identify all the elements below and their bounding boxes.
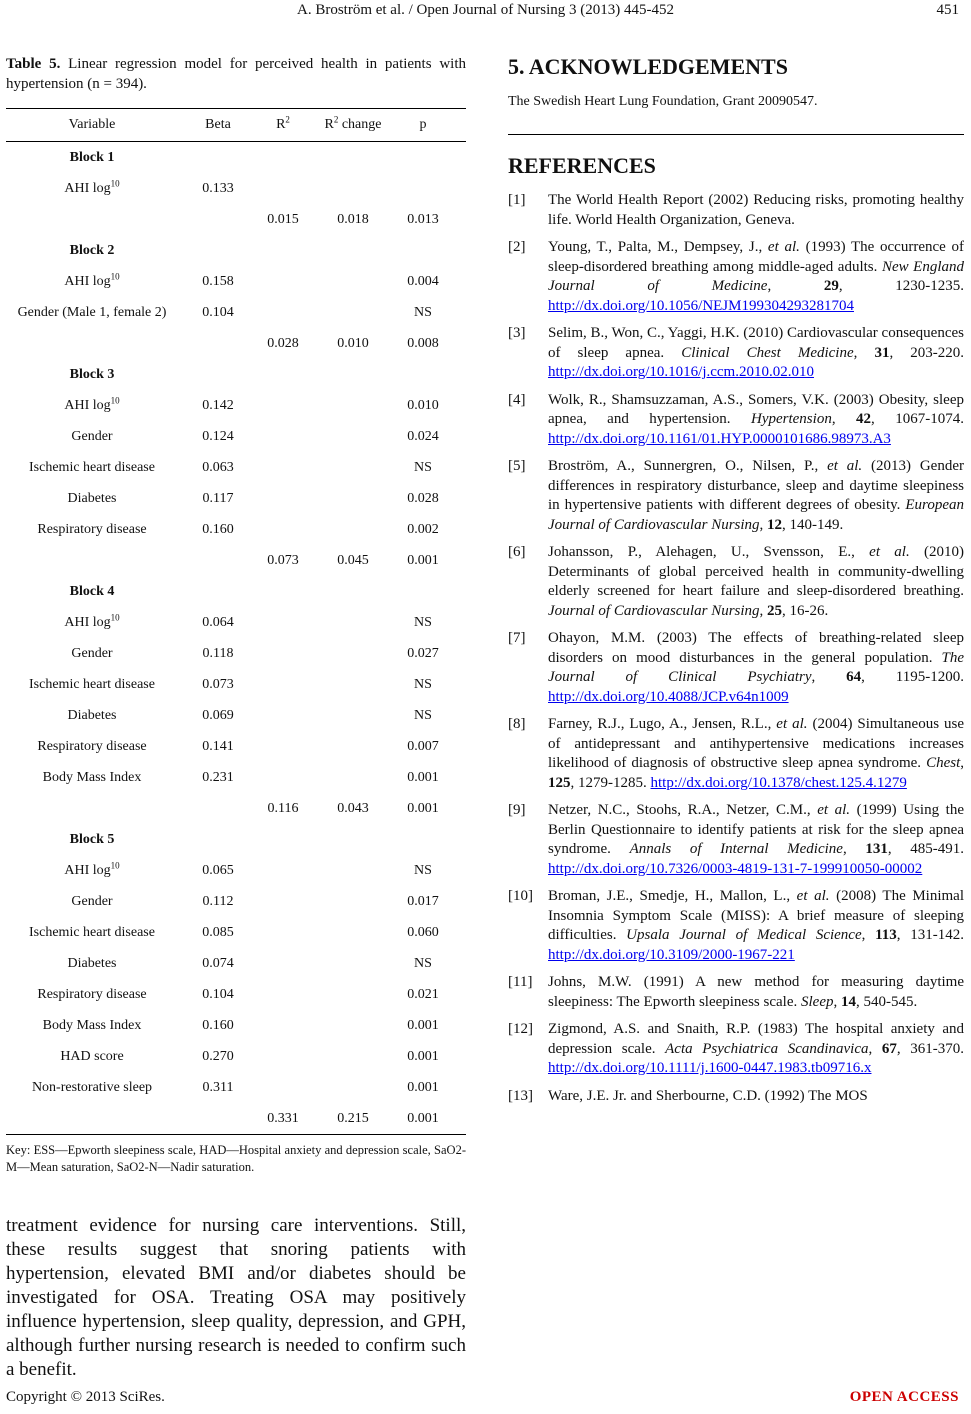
table-row — [6, 762, 466, 793]
table-row — [6, 545, 466, 576]
table-cell-beta: 0.069 — [202, 707, 234, 723]
table-row — [6, 917, 466, 948]
table-cell-p: NS — [414, 707, 432, 723]
table-cell-variable: Block 2 — [69, 242, 115, 258]
acknowledgements-heading: 5. ACKNOWLEDGEMENTS — [508, 54, 788, 79]
table-cell-p: 0.007 — [407, 738, 439, 754]
table-row — [6, 204, 466, 235]
doi-link[interactable]: http://dx.doi.org/10.1016/j.ccm.2010.02.010 — [548, 364, 814, 380]
table-cell-r2: 0.116 — [267, 800, 299, 816]
table-cell-beta: 0.117 — [202, 490, 234, 506]
table-cell-variable: Non-restorative sleep — [31, 1079, 153, 1095]
table-cell-p: 0.001 — [407, 1048, 439, 1064]
reference-number: [13] — [508, 1087, 533, 1104]
table-cell-beta: 0.231 — [202, 769, 234, 785]
table-cell-r2: 0.015 — [267, 211, 299, 227]
reference-number: [12] — [508, 1021, 533, 1037]
table-row — [6, 1010, 466, 1041]
running-head: A. Broström et al. / Open Journal of Nursing 3 (2013) 445-452 — [296, 2, 675, 18]
table-row — [6, 793, 466, 824]
table-cell-r2c: 0.043 — [337, 800, 369, 816]
table-cell-p: NS — [414, 614, 432, 630]
table-row — [6, 266, 466, 297]
reference-text: Broström, A., Sunnergren, O., Nilsen, P., et al. (2013) Gender differences in respiratory disturbance, sleep and daytime sleepiness in hypertensive patients with different degrees of obesity. European Journal of Cardiovascular Nursing, 12, 140-149. — [548, 458, 964, 533]
table-cell-variable: Respiratory disease — [37, 986, 147, 1002]
table-cell-variable: Block 1 — [69, 149, 115, 165]
table-cell-variable: Respiratory disease — [37, 521, 147, 537]
table-cell-p: 0.024 — [407, 428, 439, 444]
table-cell-beta: 0.112 — [202, 893, 234, 909]
table-row — [6, 607, 466, 638]
header-variable: Variable — [68, 117, 116, 132]
table-cell-beta: 0.073 — [202, 676, 234, 692]
table-cell-r2c: 0.215 — [337, 1110, 369, 1126]
references-heading: REFERENCES — [508, 153, 656, 178]
table-cell-variable: Block 5 — [69, 831, 115, 847]
reference-text: Johns, M.W. (1991) A new method for measuring daytime sleepiness: The Epworth sleepiness scale. Sleep, 14, 540-545. — [548, 974, 964, 1010]
reference-item — [508, 1020, 964, 1079]
header-p: p — [419, 117, 427, 132]
table-caption — [6, 54, 466, 94]
table-cell-p: 0.001 — [407, 1017, 439, 1033]
table-cell-beta: 0.160 — [202, 521, 234, 537]
table-row — [6, 297, 466, 328]
table-row — [6, 421, 466, 452]
reference-number: [7] — [508, 630, 526, 646]
table-cell-p: NS — [414, 304, 432, 320]
table-cell-p: 0.001 — [407, 800, 439, 816]
table-row — [6, 452, 466, 483]
reference-item — [508, 391, 964, 450]
table-cell-r2: 0.028 — [267, 335, 299, 351]
reference-text: Farney, R.J., Lugo, A., Jensen, R.L., et al. (2004) Simultaneous use of antidepressant and antihypertensive medications increases likelihood of diagnosis of obstructive sleep apnea syndrome. Chest, 125, 1279-1285. http://dx.doi.org/10.1378/chest.125.4.1279 — [548, 716, 964, 791]
table-row — [6, 855, 466, 886]
reference-item — [508, 887, 964, 965]
doi-link[interactable]: http://dx.doi.org/10.1161/01.HYP.0000101686.98973.A3 — [548, 430, 891, 447]
table-cell-variable: Gender — [71, 428, 113, 444]
table-cell-variable: Diabetes — [67, 707, 117, 723]
reference-text: Ohayon, M.M. (2003) The effects of breathing-related sleep disorders on mood disturbances in the general population. The Journal of Clinical Psychiatry, 64, 1195-1200. http://dx.doi.org/10.4088/JCP.v64n1009 — [548, 630, 964, 705]
table-cell-p: 0.008 — [407, 335, 439, 351]
table-row — [6, 700, 466, 731]
table-cell-r2: 0.331 — [267, 1110, 299, 1126]
reference-text: The World Health Report (2002) Reducing risks, promoting healthy life. World Health Organization, Geneva. — [548, 192, 964, 228]
doi-link[interactable]: http://dx.doi.org/10.1111/j.1600-0447.1983.tb09716.x — [548, 1060, 872, 1076]
table-cell-variable: Ischemic heart disease — [29, 459, 155, 475]
reference-number: [3] — [508, 325, 526, 341]
right-column — [508, 54, 964, 1114]
table-row — [6, 638, 466, 669]
references-list — [508, 191, 964, 1106]
table-cell-variable: AHI $\log^{10}$ — [64, 611, 120, 630]
reference-text: Zigmond, A.S. and Snaith, R.P. (1983) The hospital anxiety and depression scale. Acta Psychiatrica Scandinavica, 67, 361-370. http://dx.doi.org/10.1111/j.1600-0447.1983.tb09716.x — [548, 1021, 964, 1076]
table-cell-p: 0.004 — [407, 273, 439, 289]
table-cell-r2c: 0.045 — [337, 552, 369, 568]
footer-open-access: OPEN ACCESS — [849, 1389, 959, 1405]
reference-item — [508, 629, 964, 707]
table-cell-beta: 0.158 — [202, 273, 234, 289]
reference-number: [4] — [508, 391, 526, 408]
reference-item — [508, 543, 964, 621]
reference-number: [10] — [508, 888, 533, 904]
table-cell-variable: Gender — [71, 645, 113, 661]
reference-text: Wolk, R., Shamsuzzaman, A.S., Somers, V.K. (2003) Obesity, sleep apnea, and hypertension. Hypertension, 42, 1067-1074. http://dx.doi.org/10.1161/01.HYP.0000101686.98973.A3 — [548, 391, 965, 447]
acknowledgements-text: The Swedish Heart Lung Foundation, Grant 20090547. — [508, 94, 818, 109]
reference-text: Selim, B., Won, C., Yaggi, H.K. (2010) Cardiovascular consequences of sleep apnea. Clinical Chest Medicine, 31, 203-220. http://dx.doi.org/10.1016/j.ccm.2010.02.010 — [548, 325, 965, 380]
reference-item — [508, 801, 964, 879]
table-cell-variable: Gender — [71, 893, 113, 909]
table-cell-beta: 0.085 — [202, 924, 234, 940]
table-cell-beta: 0.311 — [202, 1079, 234, 1095]
reference-number: [1] — [508, 192, 526, 208]
table-cell-variable: HAD score — [60, 1048, 124, 1064]
reference-text: Broman, J.E., Smedje, H., Mallon, L., et al. (2008) The Minimal Insomnia Symptom Scale (MISS): A brief measure of sleeping difficulties. Upsala Journal of Medical Science, 113, 131-142. http://dx.doi.org/10.3109/2000-1967-221 — [548, 888, 964, 963]
table-cell-p: 0.027 — [407, 645, 439, 661]
table-cell-p: 0.001 — [407, 1110, 439, 1126]
table-cell-variable: Diabetes — [67, 955, 117, 971]
table-cell-beta: 0.141 — [202, 738, 234, 754]
table-cell-p: 0.013 — [407, 211, 439, 227]
table-cell-variable: Gender (Male 1, female 2) — [17, 304, 167, 320]
doi-link[interactable]: http://dx.doi.org/10.1056/NEJM199304293281704 — [548, 297, 854, 314]
doi-link[interactable]: http://dx.doi.org/10.1378/chest.125.4.1279 — [650, 774, 907, 791]
table-cell-beta: 0.064 — [202, 614, 234, 630]
table-cell-p: 0.001 — [407, 769, 439, 785]
reference-text: Ware, J.E. Jr. and Sherbourne, C.D. (1992) The MOS — [548, 1087, 868, 1104]
table-caption-text: Linear regression model for perceived health in patients with hypertension (n = 394). — [6, 56, 467, 92]
table-row — [6, 1041, 466, 1072]
reference-number: [11] — [508, 974, 533, 990]
table-cell-p: NS — [414, 955, 432, 971]
table-header-row — [6, 109, 466, 142]
reference-text: Netzer, N.C., Stoohs, R.A., Netzer, C.M., et al. (1999) Using the Berlin Questionnaire to identify patients at risk for the sleep apnea syndrome. Annals of Internal Medicine, 131, 485-491. http://dx.doi.org/10.7326/0003-4819-131-7-199910050-00002 — [548, 802, 965, 877]
table-row — [6, 979, 466, 1010]
table-cell-p: NS — [414, 676, 432, 692]
table-cell-beta: 0.118 — [202, 645, 234, 661]
reference-number: [5] — [508, 458, 526, 474]
table-block-row — [6, 824, 466, 855]
reference-item — [508, 973, 964, 1012]
table-cell-beta: 0.065 — [202, 862, 234, 878]
section-divider — [508, 134, 964, 135]
doi-link[interactable]: http://dx.doi.org/10.4088/JCP.v64n1009 — [548, 688, 789, 705]
table-cell-beta: 0.270 — [202, 1048, 234, 1064]
reference-text: Johansson, P., Alehagen, U., Svensson, E., et al. (2010) Determinants of global perceived health in community-dwelling elderly screened for heart failure and sleep-disordered breathing. Journal of Cardiovascular Nursing, 25, 16-26. — [548, 544, 964, 619]
table-cell-beta: 0.063 — [202, 459, 234, 475]
table-cell-p: NS — [414, 862, 432, 878]
page-number: 451 — [936, 2, 959, 18]
header-beta: Beta — [205, 117, 231, 132]
reference-number: [8] — [508, 716, 526, 732]
table-block-row — [6, 142, 466, 173]
table-row — [6, 390, 466, 421]
table-cell-variable: Ischemic heart disease — [29, 924, 155, 940]
table-row — [6, 731, 466, 762]
table-row — [6, 669, 466, 700]
table-cell-variable: Respiratory disease — [37, 738, 147, 754]
table-row — [6, 328, 466, 359]
table-cell-p: 0.021 — [407, 986, 439, 1002]
reference-item — [508, 457, 964, 535]
table-cell-variable: AHI $\log^{10}$ — [64, 859, 120, 878]
table-cell-beta: 0.142 — [202, 397, 234, 413]
reference-item — [508, 715, 964, 793]
table-cell-variable: Diabetes — [67, 490, 117, 506]
table-cell-variable: Block 4 — [69, 583, 115, 599]
table-cell-variable: AHI $\log^{10}$ — [64, 394, 120, 413]
body-paragraph: treatment evidence for nursing care interventions. Still, these results suggest that snoring patients with hypertension, elevated BMI and/or diabetes should be investigated for OSA. Treating OSA may positively influence hypertension, sleep quality, depression, and GPH, although further nursing research is needed to confirm such a benefit. — [6, 1215, 466, 1380]
table-cell-variable: Block 3 — [69, 366, 115, 382]
table-cell-variable: AHI $\log^{10}$ — [64, 177, 120, 196]
table-row — [6, 886, 466, 917]
doi-link[interactable]: http://dx.doi.org/10.3109/2000-1967-221 — [548, 946, 795, 963]
regression-table — [6, 108, 466, 1135]
reference-item — [508, 238, 964, 316]
reference-number: [9] — [508, 802, 526, 818]
left-column — [6, 54, 466, 1382]
table-caption-label: Table 5. — [6, 56, 61, 72]
table-row — [6, 173, 466, 204]
table-row — [6, 483, 466, 514]
table-cell-beta: 0.124 — [202, 428, 234, 444]
reference-item — [508, 324, 964, 383]
header-r2: $R^2$ — [276, 114, 290, 132]
table-row — [6, 948, 466, 979]
table-key: Key: ESS—Epworth sleepiness scale, HAD—Hospital anxiety and depression scale, SaO2-M—Mean saturation, SaO2-N—Nadir saturation. — [6, 1143, 466, 1174]
reference-item — [508, 1087, 964, 1107]
reference-number: [2] — [508, 239, 526, 255]
table-cell-p: 0.010 — [407, 397, 439, 413]
doi-link[interactable]: http://dx.doi.org/10.7326/0003-4819-131-7-199910050-00002 — [548, 860, 923, 877]
table-cell-p: 0.028 — [407, 490, 439, 506]
table-cell-beta: 0.104 — [202, 304, 234, 320]
reference-item — [508, 191, 964, 230]
footer-copyright: Copyright © 2013 SciRes. — [6, 1389, 165, 1405]
table-block-row — [6, 359, 466, 390]
table-cell-r2c: 0.010 — [337, 335, 369, 351]
table-cell-p: NS — [414, 459, 432, 475]
table-cell-variable: Body Mass Index — [42, 1017, 142, 1033]
reference-number: [6] — [508, 544, 526, 560]
table-cell-p: 0.002 — [407, 521, 439, 537]
table-cell-beta: 0.074 — [202, 955, 234, 971]
table-cell-r2c: 0.018 — [337, 211, 369, 227]
table-block-row — [6, 576, 466, 607]
header-r2-change: $R^2$ change — [324, 114, 382, 132]
table-row — [6, 1072, 466, 1103]
reference-text: Young, T., Palta, M., Dempsey, J., et al. (1993) The occurrence of sleep-disordered breathing among middle-aged adults. New England Journal of Medicine, 29, 1230-1235. http://dx.doi.org/10.1056/NEJM199304293281704 — [548, 239, 965, 314]
table-cell-variable: Body Mass Index — [42, 769, 142, 785]
table-cell-beta: 0.104 — [202, 986, 234, 1002]
table-cell-p: 0.017 — [407, 893, 439, 909]
table-cell-variable: Ischemic heart disease — [29, 676, 155, 692]
table-cell-beta: 0.160 — [202, 1017, 234, 1033]
table-cell-p: 0.001 — [407, 1079, 439, 1095]
table-cell-p: 0.001 — [407, 552, 439, 568]
table-row — [6, 514, 466, 545]
table-cell-p: 0.060 — [407, 924, 439, 940]
table-block-row — [6, 235, 466, 266]
table-row — [6, 1103, 466, 1134]
table-cell-beta: 0.133 — [202, 180, 234, 196]
table-cell-r2: 0.073 — [267, 552, 299, 568]
table-cell-variable: AHI $\log^{10}$ — [64, 270, 120, 289]
table-body — [6, 142, 466, 1134]
